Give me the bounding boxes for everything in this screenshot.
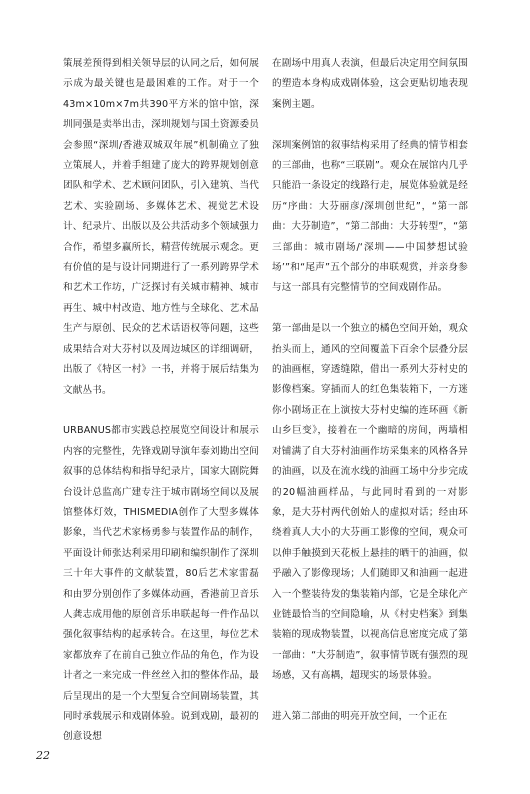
paragraph: 策展差预得到相关领导层的认同之后，如何展示成为最关键也是最困难的工作。对于一个43m×10m×7m共390平方米的馆中馆，深圳同强是卖举出击，深圳规划与国土资源委员会参照“深圳/香港双城双年展”机制确立了独立策展人，并着手组建了庞大的跨界规划创意团队和学术、艺术顾问团队，引入建筑、当代艺术、实验剧场、多媒体艺术、视觉艺术设计、纪录片、出版以及公共活动多个领域强力合作，希望多赢所长，精营传统展示观念。更有价值的是与设计同期进行了一系列跨界学术和艺术工作坊，广泛探讨有关城市精神、城市再生、城中村改造、地方性与全球化、艺术品生产与原创、民众的艺术话语权等问题，这些成果结合对大芬村以及周边城区的详细调研，出版了《特区一村》一书，并将于展后结集为文献丛书。	[63, 58, 259, 396]
paragraph: 深圳案例馆的叙事结构采用了经典的情节相套的三部曲，也称“三联剧”。观众在展馆内几乎只能沿一条设定的线路行走，展览体验就是经历“序曲：大芬丽彦/深圳创世纪”，“第一部曲：大芬制造”，“第二部曲：大芬转型”，“第三部曲：城市剧场/‘深圳——中国梦想试验场’”和“尾声”五个部分的串联观赏，并亲身参与这一部具有完整情节的空间戏剧作品。	[272, 139, 468, 294]
page-number: 22	[36, 749, 50, 762]
right-text-column	[272, 54, 468, 727]
paragraph: 第一部曲是以一个独立的橘色空间开始，观众抬头而上，通风的空间覆盖下百余个层叠分层的油画框，穿透缝隙，借出一系列大芬村史的影像档案。穿插而人的红色集装箱下，一方迷你小剧场正在上演按大芬村史编的连环画《新山乡巨变》，接着在一个幽暗的房间，两墙相对铺满了自大芬村油画作坊采集来的风格各异的油画，以及在流水线的油画工场中分步完成的20幅油画样品，与此同时看到的一对影象，是大芬村两代创始人的虚拟对话；经由环绕着真人大小的大芬画工影像的空间，观众可以伸手触摸到天花板上悬挂的晒干的油画，似乎融入了影像现场；人们随即又和油画一起进入一个整装待发的集装箱内部，它是全球化产业链最恰当的空间隐喻，从《村史档案》到集装箱的现成物装置，以视高信息密度完成了第一部曲：“大芬制造”，叙事情节既有强烈的现场感，又有高耦，超现实的场景体验。	[272, 323, 468, 682]
paragraph: 在剧场中用真人表演，但最后决定用空间氛围的塑造本身构成戏剧体验，这会更贴切地表现案例主题。	[272, 58, 468, 110]
left-text-column	[63, 54, 259, 748]
paragraph: 进入第二部曲的明亮开放空间，一个正在	[272, 710, 448, 722]
paragraph: URBANUS都市实践总控展览空间设计和展示内容的完整性，先锋戏剧导演年泰刘勘出空间叙事的总体结构和指导纪录片，国家大剧院舞台设计总监高广建专注于城市剧场空间以及展馆整体灯效，THISMEDIA创作了大型多媒体影象，当代艺术家杨勇参与装置作品的制作，平面设计师张达利采用印刷和编织制作了深圳三十年大事件的文献装置，80后艺术家雷磊和由罗分别创作了多媒体动画，香港前卫音乐人龚志成用他的原创音乐串联起每一件作品以强化叙事结构的起承转合。在这里，每位艺术家都放弃了在前自己独立作品的角色，作为设计者之一来完成一件丝丝入扣的整体作品，最后呈现出的是一个大型复合空间剧场装置，其同时承载展示和戏剧体验。说到戏剧，最初的创意设想	[63, 425, 259, 743]
